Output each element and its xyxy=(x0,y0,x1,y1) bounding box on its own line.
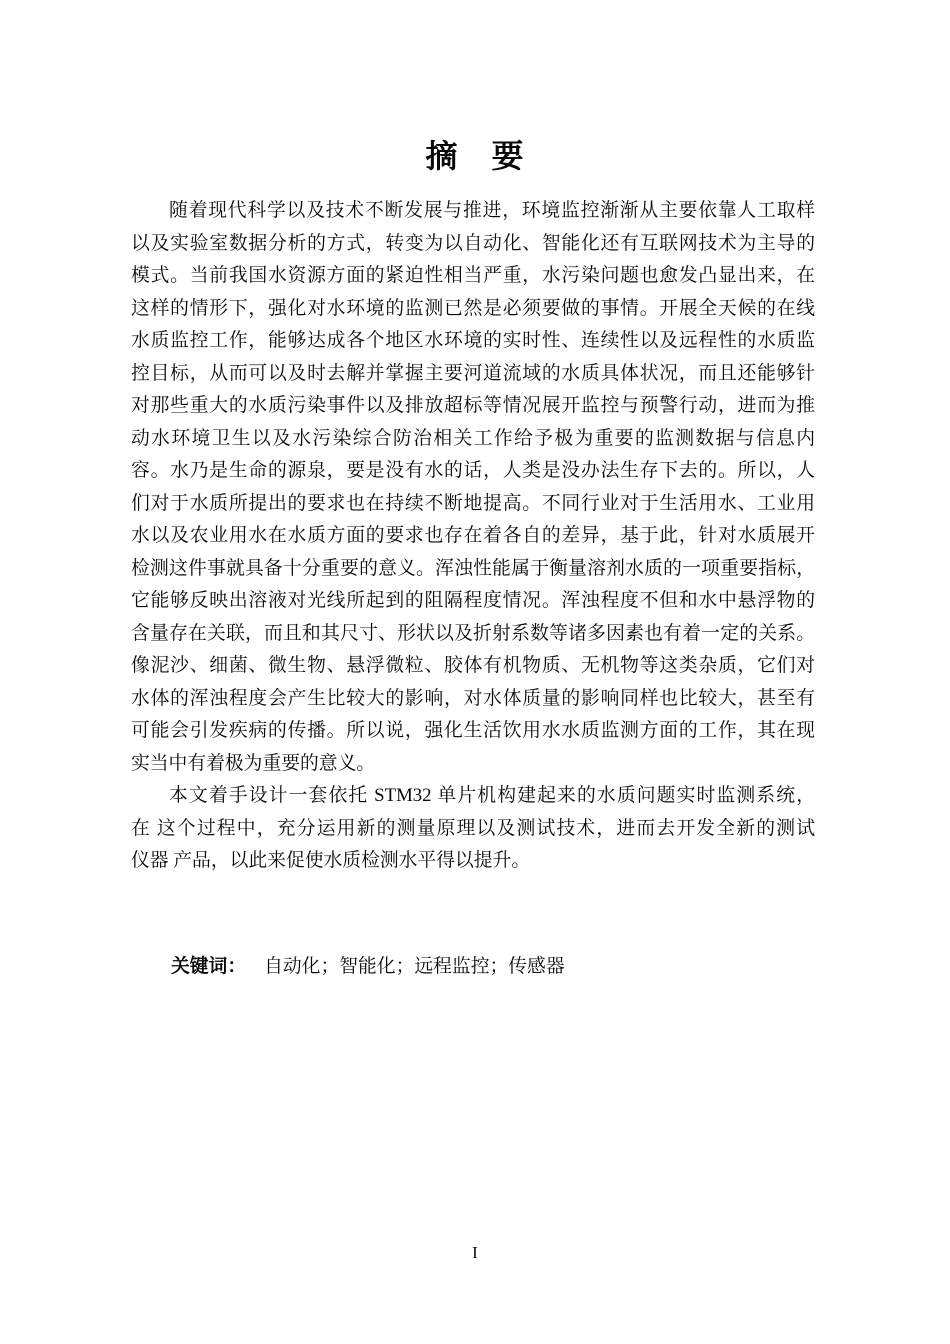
keywords-value: 自动化；智能化；远程监控；传感器 xyxy=(264,956,565,977)
abstract-body xyxy=(131,195,815,878)
page-title: 摘 要 xyxy=(425,138,525,175)
page-number: I xyxy=(472,1243,478,1262)
abstract-line: 模式。当前我国水资源方面的紧迫性相当严重，水污染问题也愈发凸显出来，在 xyxy=(131,265,815,286)
abstract-line: 在 这个过程中，充分运用新的测量原理以及测试技术，进而去开发全新的测试 xyxy=(131,817,815,839)
abstract-line: 们对于水质所提出的要求也在持续不断地提高。不同行业对于生活用水、工业用 xyxy=(131,492,815,514)
abstract-line: 以及实验室数据分析的方式，转变为以自动化、智能化还有互联网技术为主导的 xyxy=(131,232,815,254)
abstract-line: 本文着手设计一套依托 STM32 单片机构建起来的水质问题实时监测系统， xyxy=(169,785,815,806)
abstract-line: 可能会引发疾病的传播。所以说，强化生活饮用水水质监测方面的工作，其在现 xyxy=(131,720,815,741)
keywords-label: 关键词： xyxy=(171,955,247,976)
abstract-line: 像泥沙、细菌、微生物、悬浮微粒、胶体有机物质、无机物等这类杂质，它们对 xyxy=(131,655,815,676)
abstract-line: 含量存在关联，而且和其尺寸、形状以及折射系数等诸多因素也有着一定的关系。 xyxy=(131,622,815,644)
paragraph-2 xyxy=(131,780,815,878)
abstract-line: 这样的情形下，强化对水环境的监测已然是必须要做的事情。开展全天候的在线 xyxy=(131,297,815,319)
abstract-line: 对那些重大的水质污染事件以及排放超标等情况展开监控与预警行动，进而为推 xyxy=(131,395,815,416)
abstract-line: 检测这件事就具备十分重要的意义。浑浊性能属于衡量溶剂水质的一项重要指标， xyxy=(131,557,815,579)
abstract-line: 水以及农业用水在水质方面的要求也存在着各自的差异，基于此，针对水质展开 xyxy=(131,525,815,546)
paragraph-1 xyxy=(131,195,815,780)
abstract-line: 容。水乃是生命的源泉，要是没有水的话，人类是没办法生存下去的。所以，人 xyxy=(131,460,815,481)
abstract-line: 水质监控工作，能够达成各个地区水环境的实时性、连续性以及远程性的水质监 xyxy=(131,330,815,351)
abstract-line: 仪器 产品，以此来促使水质检测水平得以提升。 xyxy=(131,850,531,871)
abstract-line: 实当中有着极为重要的意义。 xyxy=(131,752,376,774)
abstract-line: 水体的浑浊程度会产生比较大的影响，对水体质量的影响同样也比较大，甚至有 xyxy=(131,687,815,709)
abstract-line: 控目标，从而可以及时去解并掌握主要河道流域的水质具体状况，而且还能够针 xyxy=(131,362,815,384)
abstract-line: 动水环境卫生以及水污染综合防治相关工作给予极为重要的监测数据与信息内 xyxy=(131,427,815,449)
abstract-line: 随着现代科学以及技术不断发展与推进，环境监控渐渐从主要依靠人工取样 xyxy=(169,200,815,221)
keywords-line xyxy=(131,950,815,984)
abstract-line: 它能够反映出溶液对光线所起到的阻隔程度情况。浑浊程度不但和水中悬浮物的 xyxy=(131,590,815,611)
